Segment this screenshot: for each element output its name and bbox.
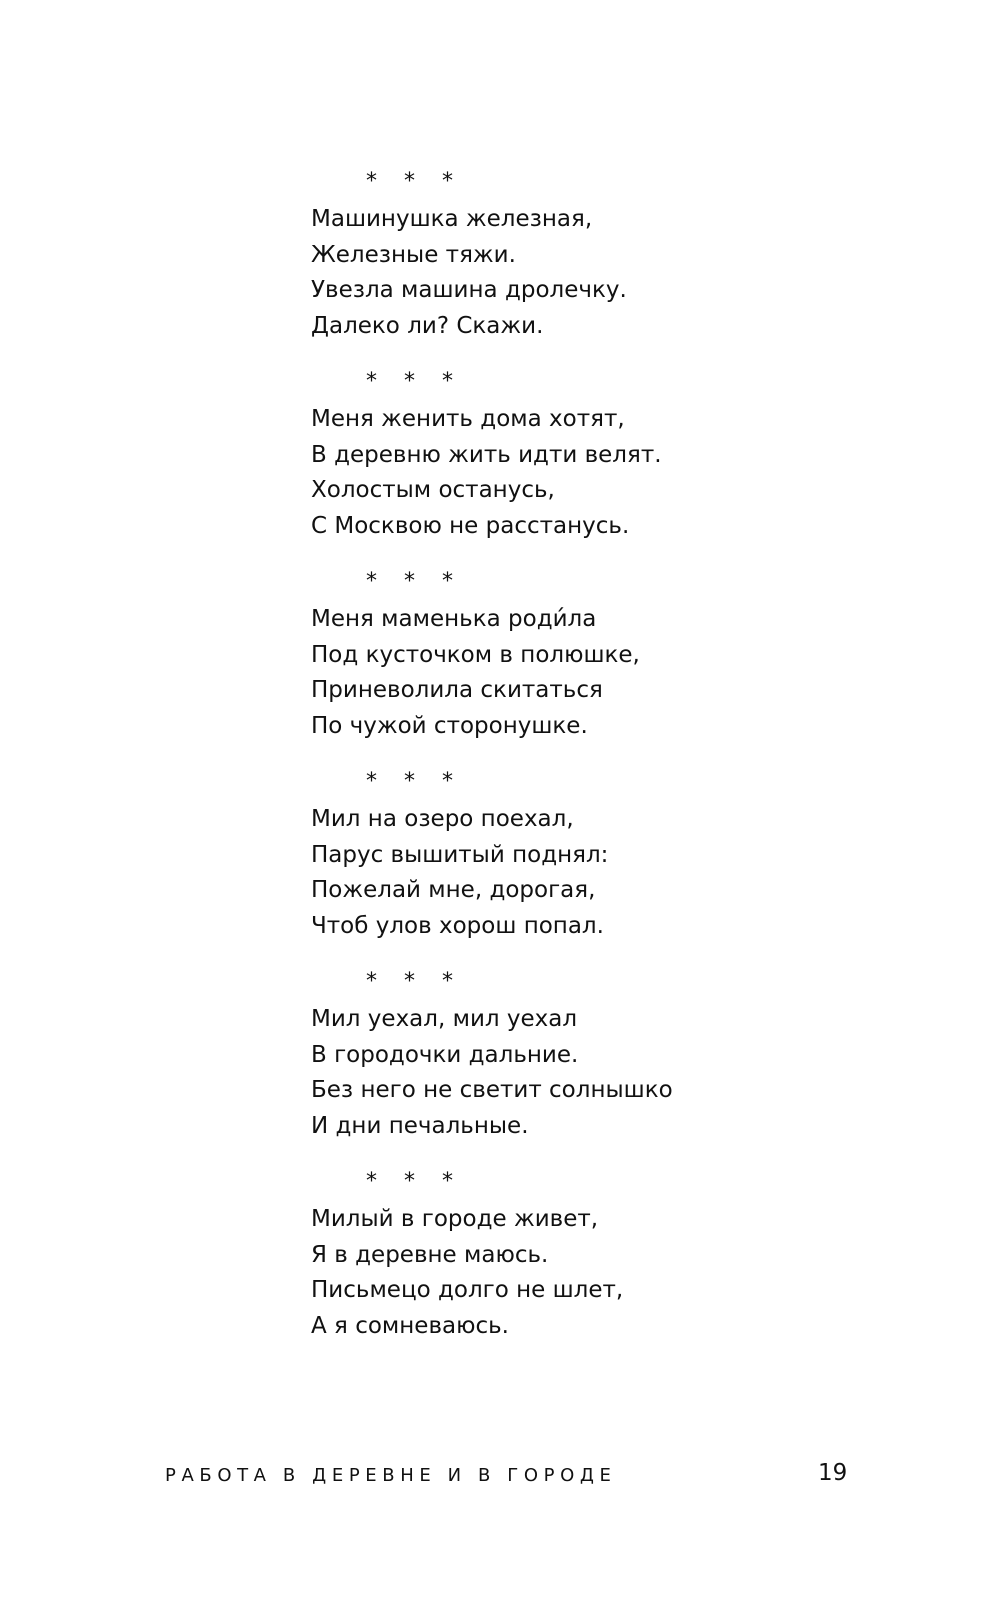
- stanza-6: [311, 1168, 871, 1344]
- verse-line: Письмецо долго не шлет,: [311, 1277, 624, 1303]
- verse-line: По чужой сторонушке.: [311, 712, 588, 739]
- page-number: 19: [818, 1460, 848, 1486]
- stanza-1: [311, 168, 871, 344]
- verse-line: В деревню жить идти велят.: [311, 441, 662, 468]
- stanza-separator: * * *: [366, 969, 463, 994]
- verse-line: Меня женить дома хотят,: [311, 406, 625, 432]
- verse-line: Чтоб улов хорош попал.: [311, 912, 604, 939]
- verse-line: А я сомневаюсь.: [311, 1312, 509, 1339]
- stanza-3: [311, 568, 871, 744]
- stanza-separator: * * *: [366, 769, 463, 794]
- running-footer-title: РАБОТА В ДЕРЕВНЕ И В ГОРОДЕ: [165, 1465, 617, 1486]
- verse-line: Мил на озеро поехал,: [311, 806, 574, 832]
- verse-line: Холостым останусь,: [311, 477, 555, 503]
- verse-line: Далеко ли? Скажи.: [311, 312, 544, 339]
- poem-collection: [311, 168, 871, 1368]
- verse-line: Милый в городе живет,: [311, 1206, 599, 1232]
- verse-line: Железные тяжи.: [311, 241, 516, 268]
- verse-line: Я в деревне маюсь.: [311, 1241, 549, 1268]
- verse-line: Мил уехал, мил уехал: [311, 1006, 578, 1032]
- verse-line: Приневолила скитаться: [311, 677, 603, 703]
- verse-line: Под кусточком в полюшке,: [311, 641, 640, 668]
- verse-line: Меня маменька роди́ла: [311, 606, 597, 632]
- stanza-separator: * * *: [366, 569, 463, 594]
- verse-line: Машинушка железная,: [311, 206, 593, 232]
- verse-line: Увезла машина дролечку.: [311, 277, 627, 303]
- verse-line: Парус вышитый поднял:: [311, 841, 609, 868]
- verse-line: С Москвою не расстанусь.: [311, 512, 630, 539]
- verse-line: Без него не светит солнышко: [311, 1077, 673, 1103]
- stanza-4: [311, 768, 871, 944]
- verse-line: Пожелай мне, дорогая,: [311, 877, 596, 903]
- stanza-separator: * * *: [366, 369, 463, 394]
- stanza-separator: * * *: [366, 1169, 463, 1194]
- verse-line: И дни печальные.: [311, 1112, 529, 1139]
- stanza-2: [311, 368, 871, 544]
- stanza-5: [311, 968, 871, 1144]
- verse-line: В городочки дальние.: [311, 1041, 579, 1068]
- stanza-separator: * * *: [366, 169, 463, 194]
